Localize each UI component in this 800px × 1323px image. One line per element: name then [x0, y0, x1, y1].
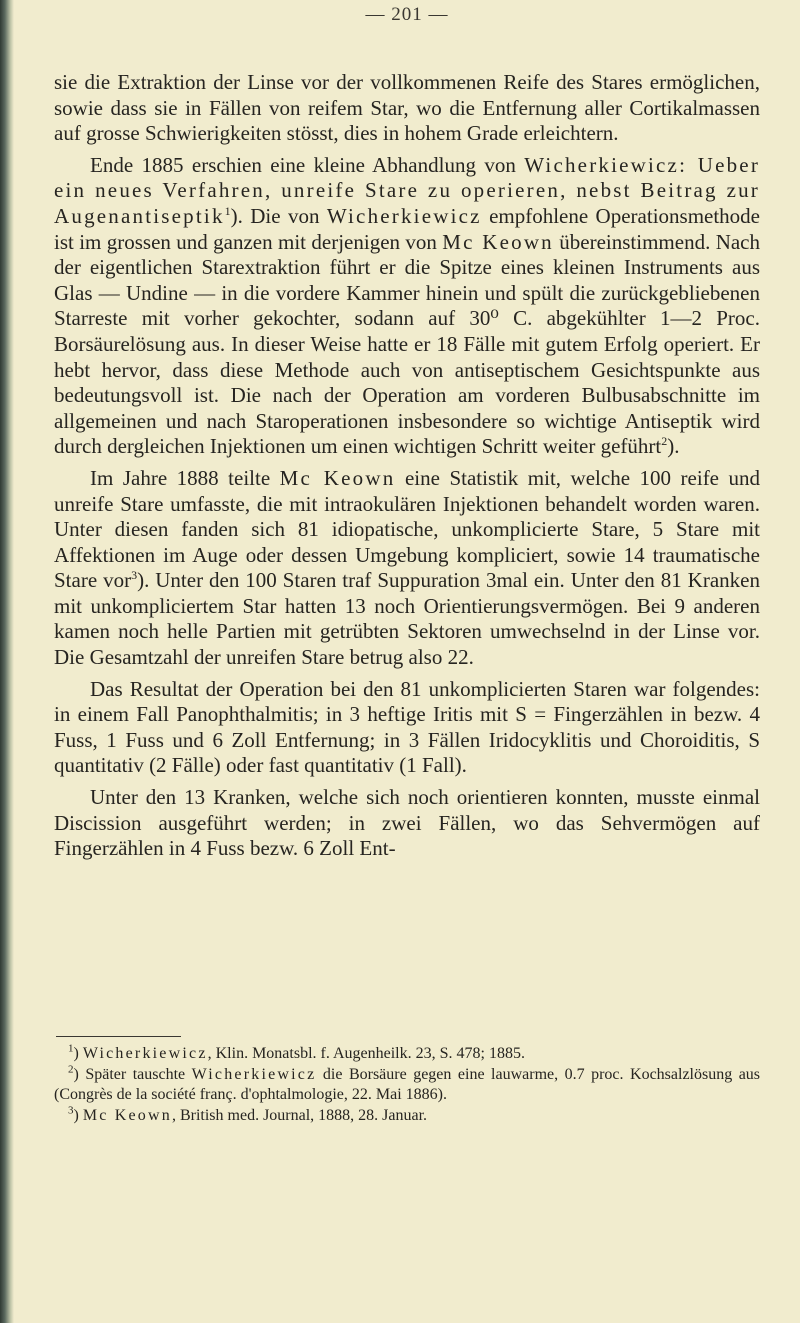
footnote-3-text: , British med. Journal, 1888, 28. Januar. [171, 1106, 428, 1124]
paragraph-2-text-e: ). [667, 434, 680, 459]
footnote-1-mark: 1 [68, 1042, 74, 1055]
paragraph-2-text-a: Ende 1885 erschien eine kleine Abhandlung von [90, 152, 516, 177]
paragraph-2-text-d: übereinstimmend. Nach der eigentlichen Starextraktion führt er die Spitze eines kleinen Instruments aus Glas — Undine — in die vordere Kammer hinein und spült die zurückgebliebenen Starreste mit vorher gekochter, sodann auf 30⁰ C. abgekühlter 1—2 Proc. Borsäurelösung aus. In dieser Weise hatte er 18 Fälle mit gutem Erfolg operiert. Er hebt hervor, dass diese Methode auch von antiseptischem Gesichtspunkte aus bedeutungsvoll ist. Die nach der Operation am vorderen Bulbusabschnitte im allgemeinen und nach Staroperationen insbesondere so wichtige Antiseptik wird durch dergleichen Injektionen um einen wichtigen Schritt weiter geführt [54, 229, 760, 459]
paragraph-2 [54, 153, 760, 460]
page-number: — 201 — [365, 4, 449, 25]
footnote-1-text: , Klin. Monatsbl. f. Augenheilk. 23, S. 478; 1885. [207, 1045, 525, 1062]
footnotes [54, 1044, 760, 1126]
author-name-wicherkiewicz: Wicherkiewicz [524, 152, 680, 177]
paragraph-1-text: sie die Extraktion der Linse vor der vollkommenen Reife des Stares ermöglichen, sowie dass sie in Fällen von reifem Star, wo die Entfernung aller Cortikalmassen auf grosse Schwierigkeiten stösst, dies in hohem Grade erleichtern. [54, 70, 760, 146]
paragraph-1 [54, 70, 760, 147]
footnote-ref-1: 1 [224, 203, 231, 218]
paragraph-4-text: Das Resultat der Operation bei den 81 unkomplicierten Staren war folgendes: in einem Fall Panophthalmitis; in 3 heftige Iritis mit S = Fingerzählen in bezw. 4 Fuss, 1 Fuss und 6 Zoll Entfernung; in 3 Fällen Iridocyklitis und Choroiditis, S quantitativ (2 Fälle) oder fast quantitativ (1 Fall). [54, 676, 760, 778]
footnote-ref-3: 3 [131, 568, 138, 583]
work-title: : Ueber ein neues Verfahren, unreife Stare zu operieren, nebst Beitrag zur Augenantiseptik [54, 152, 761, 228]
book-binding-edge [0, 0, 14, 1323]
footnote-2-text: die Borsäure gegen eine lauwarme, 0.7 proc. Kochsalzlösung aus (Congrès de la société franç. d'ophtalmologie, 22. Mai 1886). [54, 1065, 761, 1103]
paragraph-3-text-b: eine Statistik mit, welche 100 reife und unreife Stare umfasste, die mit intraokulären Injektionen behandelt worden waren. Unter diesen fanden sich 81 idiopatische, unkomplicierte Stare, 5 Stare mit Affektionen im Auge oder dessen Umgebung kompliciert, sowie 14 traumatische Stare vor [54, 465, 761, 593]
body-text [54, 70, 760, 868]
author-name-wicherkiewicz-2: Wicherkiewicz [326, 203, 482, 228]
paragraph-5 [54, 785, 760, 862]
footnote-ref-2: 2 [661, 434, 668, 449]
paragraph-3-text-a: Im Jahre 1888 teilte [90, 465, 271, 490]
footnote-1: $^1$) Wicherkiewicz, Klin. Monatsbl. f. Augenheilk. 23, S. 478; 1885. [68, 1042, 525, 1062]
footnote-3: $^3$) Mc Keown, British med. Journal, 1888, 28. Januar. [68, 1104, 428, 1124]
author-name-mc-keown-2: Mc Keown [279, 465, 396, 490]
footnote-2-lead: Später tauschte [85, 1065, 186, 1083]
footnote-1-author: Wicherkiewicz [82, 1045, 208, 1062]
paragraph-3 [54, 466, 760, 671]
paragraph-2-text-b: ). Die von [230, 203, 320, 228]
footnote-3-author: Mc Keown [82, 1106, 172, 1124]
paragraph-5-text: Unter den 13 Kranken, welche sich noch orientieren konnten, musste einmal Discission ausgeführt werden; in zwei Fällen, wo das Sehvermögen auf Fingerzählen in 4 Fuss bezw. 6 Zoll Ent- [54, 785, 760, 861]
footnote-2-author: Wicherkiewicz [191, 1065, 317, 1083]
paragraph-3-text-c: ). Unter den 100 Staren traf Suppuration 3mal ein. Unter den 81 Kranken mit unkompliciertem Star hatten 13 noch Orientierungsvermögen. Bei 9 anderen kamen noch helle Partien mit getrübten Sektoren umwechselnd in der Linse vor. Die Gesamtzahl der unreifen Stare betrug also 22. [54, 568, 760, 670]
paragraph-4 [54, 677, 760, 779]
footnote-2: $^2$) Später tauschte Wicherkiewicz die Borsäure gegen eine lauwarme, 0.7 proc. Kochsalzlösung aus (Congrès de la société franç. d'ophtalmologie, 22. Mai 1886). [54, 1063, 761, 1103]
footnote-divider [56, 1036, 181, 1037]
paragraph-2-text-c: empfohlene Operationsmethode ist im grossen und ganzen mit derjenigen von [54, 203, 761, 254]
author-name-mc-keown: Mc Keown [442, 229, 554, 254]
footnote-3-mark: 3 [68, 1104, 74, 1117]
footnote-2-mark: 2 [68, 1063, 74, 1076]
